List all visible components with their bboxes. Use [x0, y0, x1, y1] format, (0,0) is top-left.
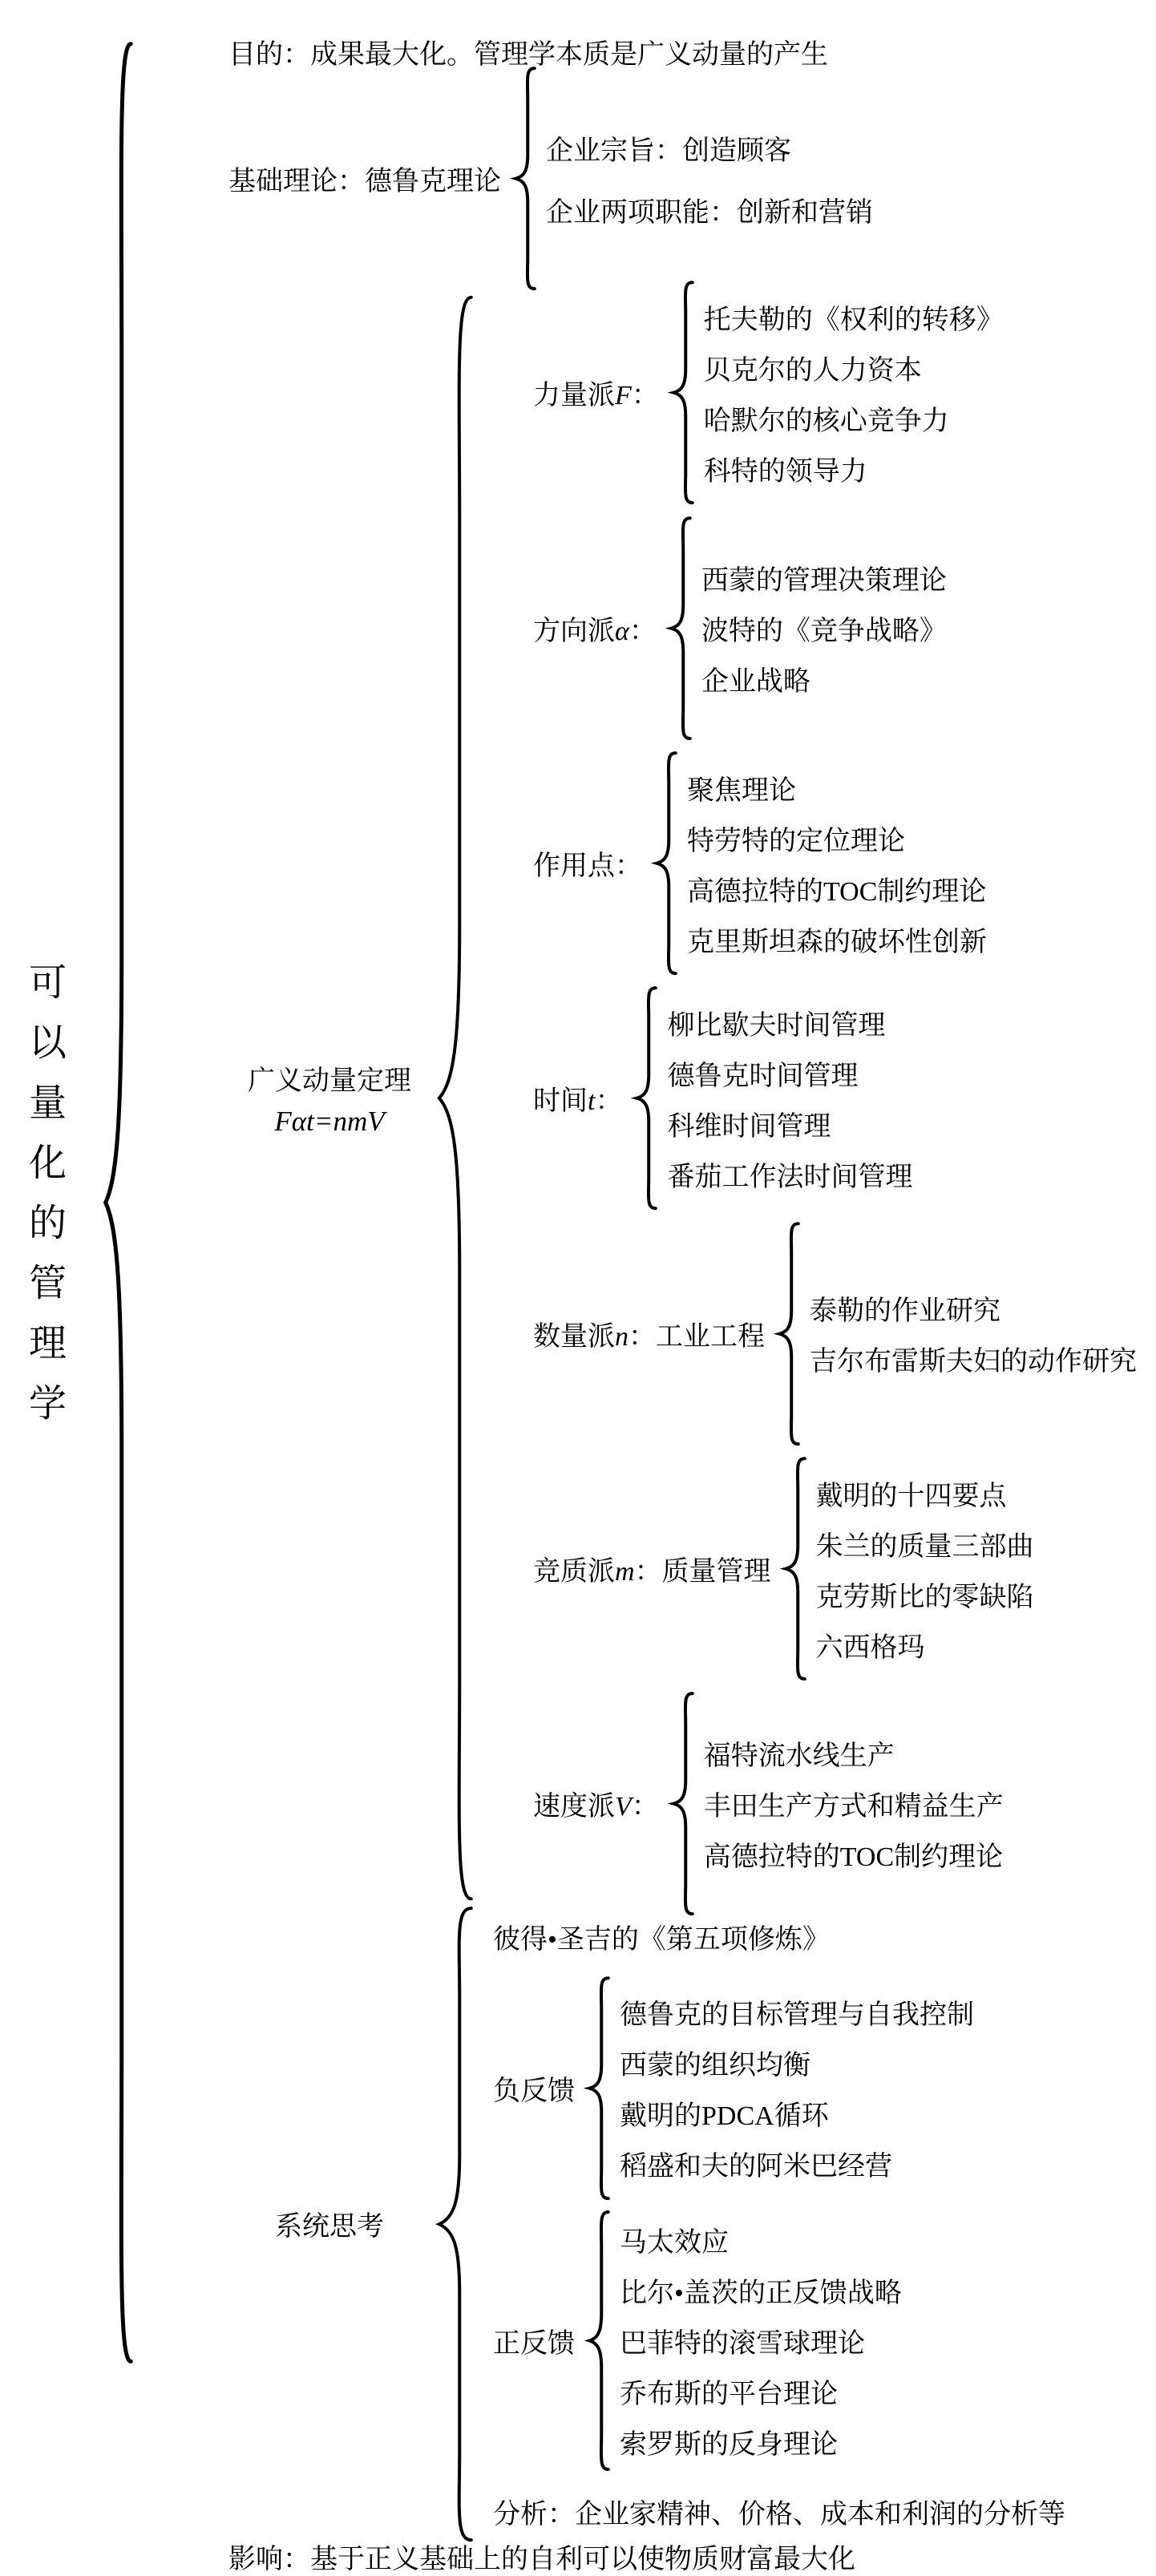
branch-foundation-theory [228, 71, 1156, 285]
leaf-item: 乔布斯的平台理论 [620, 2379, 838, 2409]
leaf-item: 科维时间管理 [667, 1111, 831, 1142]
root-curly-brace [99, 8, 135, 2397]
children-column [810, 1283, 1137, 1384]
curly-brace [669, 1690, 696, 1917]
impact-line: 影响：基于正义基础上的自利可以使物质财富最大化 [228, 2544, 855, 2574]
leaf-item: 企业战略 [701, 666, 810, 697]
branch-label: 基础理论：德鲁克理论 [228, 167, 501, 197]
branch-label [228, 1058, 430, 1138]
branch-label [533, 609, 657, 648]
math-var: V [615, 1792, 632, 1822]
children-column [687, 762, 987, 964]
label-text: 力量派 [533, 381, 615, 411]
leaf-item: 特劳特的定位理论 [687, 826, 905, 856]
curly-brace [430, 1899, 477, 2550]
label-suffix: ：工业工程 [629, 1321, 765, 1352]
branch-quantity-school [533, 1227, 1137, 1441]
branch-systems-thinking [228, 1911, 1156, 2537]
branch-quality-school [533, 1462, 1137, 1676]
branch-force-school [533, 285, 1137, 499]
math-var: α [615, 616, 629, 646]
branch-label [228, 2204, 430, 2243]
curly-brace [774, 1220, 802, 1447]
branch-momentum-theorem [228, 285, 1156, 1911]
leaf-item: 企业两项职能：创新和营销 [546, 197, 873, 228]
leaf-item: 波特的《竞争战略》 [701, 616, 947, 646]
leaf-item: 柳比歇夫时间管理 [667, 1010, 886, 1041]
branch-negative-feedback [493, 1981, 1065, 2195]
leaf-item: 戴明的PDCA循环 [620, 2101, 829, 2132]
branch-label [533, 843, 642, 883]
branch-action-point [533, 756, 1137, 970]
momentum-formula: Fαt=nmV [274, 1106, 385, 1138]
curly-brace [584, 2208, 612, 2473]
leaf-item: 朱兰的质量三部曲 [815, 1531, 1034, 1562]
label-text: 方向派 [533, 616, 615, 646]
math-var: t [588, 1086, 596, 1117]
leaf-item: 德鲁克时间管理 [667, 1061, 859, 1091]
curly-brace [781, 1455, 808, 1682]
leaf-item: 稻盛和夫的阿米巴经营 [620, 2152, 892, 2182]
branch-label [533, 1314, 765, 1353]
curly-brace [669, 279, 696, 506]
leaf-item: 泰勒的作业研究 [810, 1296, 1000, 1327]
leaf-item: 企业宗旨：创造顾客 [546, 135, 791, 166]
leaf-item: 西蒙的管理决策理论 [701, 565, 947, 596]
leaf-item: 克劳斯比的零缺陷 [815, 1582, 1034, 1612]
children-column [482, 285, 1137, 1911]
leaf-item: 贝克尔的人力资本 [703, 355, 922, 386]
children-column [816, 1468, 1034, 1670]
label-text: 时间 [533, 1086, 588, 1117]
momentum-title: 广义动量定理 [248, 1066, 411, 1097]
curly-brace [652, 750, 679, 977]
label-text: 作用点 [533, 851, 615, 882]
label-text: 竞质派 [533, 1557, 615, 1587]
leaf-item: 巴菲特的滚雪球理论 [620, 2328, 865, 2359]
level1-column [135, 0, 1156, 2574]
label-suffix: ： [631, 1792, 659, 1822]
leaf-item: 克里斯坦森的破坏性创新 [687, 927, 987, 957]
children-column [704, 292, 1004, 494]
curly-brace [632, 985, 659, 1211]
branch-direction-school [533, 521, 1137, 735]
leaf-item: 丰田生产方式和精益生产 [703, 1792, 1004, 1822]
math-var: n [615, 1321, 629, 1352]
leaf-item: 西蒙的组织均衡 [620, 2051, 810, 2081]
children-column [701, 552, 947, 704]
leaf-item: 六西格玛 [815, 1632, 925, 1663]
leaf-item: 戴明的十四要点 [815, 1481, 1007, 1511]
branch-speed-school [533, 1696, 1137, 1911]
fifth-discipline-item: 彼得•圣吉的《第五项修炼》 [493, 1924, 830, 1955]
label-suffix: ： [615, 851, 642, 882]
label-suffix: ： [595, 1086, 623, 1117]
branch-time [533, 991, 1137, 1205]
leaf-item: 马太效应 [620, 2227, 729, 2258]
label-suffix: ： [631, 381, 659, 411]
leaf-item: 吉尔布雷斯夫妇的动作研究 [810, 1347, 1137, 1377]
curly-brace [666, 515, 693, 742]
leaf-item: 比尔•盖茨的正反馈战略 [620, 2278, 902, 2308]
purpose-line: 目的：成果最大化。管理学本质是广义动量的产生 [228, 40, 828, 70]
leaf-item: 高德拉特的TOC制约理论 [703, 1842, 1004, 1873]
label-text: 速度派 [533, 1792, 615, 1822]
analysis-line: 分析：企业家精神、价格、成本和利润的分析等 [493, 2499, 1065, 2529]
leaf-item: 科特的领导力 [703, 456, 867, 487]
leaf-item: 高德拉特的TOC制约理论 [687, 876, 987, 907]
children-column [620, 1987, 974, 2189]
children-column [667, 997, 912, 1199]
leaf-item: 索罗斯的反身理论 [620, 2429, 838, 2460]
curly-brace [511, 65, 538, 292]
branch-positive-feedback [493, 2214, 1065, 2467]
leaf-item: 福特流水线生产 [703, 1741, 895, 1772]
children-column [482, 1911, 1065, 2537]
label-suffix: ：质量管理 [634, 1557, 771, 1587]
leaf-item: 德鲁克的目标管理与自我控制 [620, 2000, 974, 2031]
branch-label [533, 373, 659, 412]
curly-brace [584, 1975, 612, 2202]
leaf-item: 聚焦理论 [687, 775, 796, 806]
branch-label: 正反馈 [493, 2328, 575, 2359]
label-suffix: ： [629, 616, 657, 646]
children-column [546, 123, 873, 235]
math-var: F [615, 381, 632, 411]
label-text: 数量派 [533, 1321, 615, 1352]
curly-brace [430, 273, 477, 1923]
branch-label [533, 1549, 771, 1588]
leaf-item: 番茄工作法时间管理 [667, 1162, 913, 1192]
children-column [620, 2214, 902, 2467]
branch-label [533, 1078, 622, 1118]
leaf-item: 哈默尔的核心竞争力 [703, 406, 949, 436]
branch-label [533, 1784, 659, 1823]
leaf-item: 托夫勒的《权利的转移》 [703, 305, 1004, 335]
systems-title: 系统思考 [275, 2212, 384, 2242]
math-var: m [615, 1557, 635, 1587]
children-column [704, 1728, 1004, 1879]
root-title: 可以量化的管理学 [23, 962, 65, 1443]
branch-label: 负反馈 [493, 2076, 575, 2106]
